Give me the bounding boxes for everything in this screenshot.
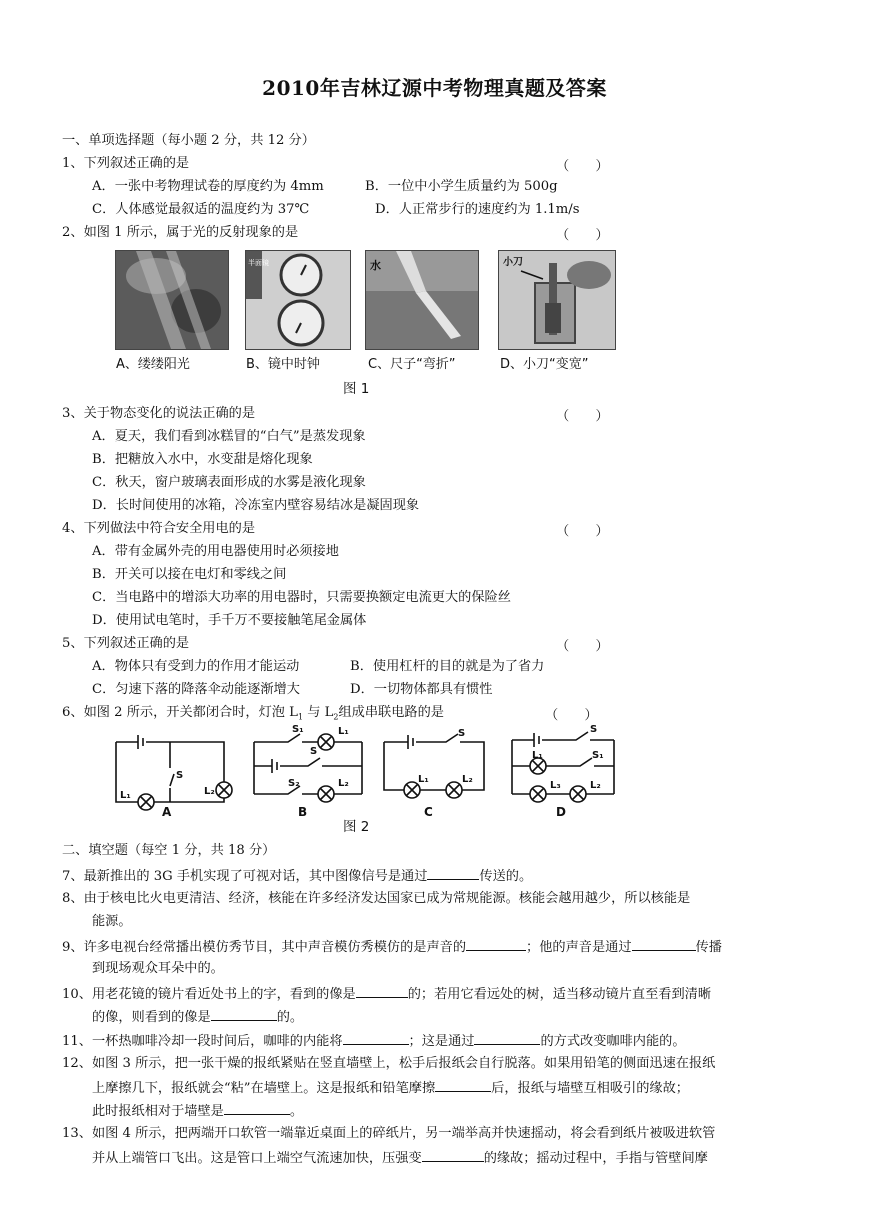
q3-stem: 3、关于物态变化的说法正确的是 bbox=[62, 406, 256, 421]
q8-line1: 8、由于核电比火电更清洁、经济，核能在许多经济发达国家已成为常规能源。核能会越用越少，所以核能是 bbox=[62, 891, 691, 906]
q3-option-c: C．秋天，窗户玻璃表面形成的水雾是液化现象 bbox=[92, 475, 366, 490]
q9-blank-1 bbox=[466, 937, 526, 951]
svg-text:S₁: S₁ bbox=[292, 724, 304, 735]
q4-answer-parens: （ ） bbox=[556, 524, 609, 539]
q13-line1: 13、如图 4 所示，把两端开口软管一端靠近桌面上的碎纸片，另一端举高并快速摇动，将会看到纸片被吸进软管 bbox=[62, 1126, 716, 1141]
knife-glass-drawing bbox=[499, 251, 615, 349]
fig1-caption-d: D、小刀“变宽” bbox=[500, 357, 589, 372]
circuit-b bbox=[248, 722, 368, 818]
q12-line2: 上摩擦几下，报纸就会“粘”在墙壁上。这是报纸和铅笔摩擦 后，报纸与墙壁互相吸引的缘故； bbox=[92, 1078, 689, 1098]
q2-answer-parens: （ ） bbox=[556, 228, 609, 243]
svg-text:S₂: S₂ bbox=[288, 778, 300, 789]
q12-line1: 12、如图 3 所示，把一张干燥的报纸紧贴在竖直墙壁上，松手后报纸会自行脱落。如果用铅笔的侧面迅速在报纸 bbox=[62, 1056, 716, 1071]
circuit-d bbox=[506, 722, 620, 818]
q9-line2: 到现场观众耳朵中的。 bbox=[92, 961, 224, 976]
q5-option-c: C．匀速下落的降落伞动能逐渐增大 bbox=[92, 682, 300, 697]
sunlight-photo-drawing bbox=[116, 251, 228, 349]
q10-blank-1 bbox=[356, 984, 408, 998]
svg-text:L₁: L₁ bbox=[532, 750, 543, 761]
q5-option-d: D．一切物体都具有惯性 bbox=[350, 682, 493, 697]
fig1-caption-c: C、尺子“弯折” bbox=[368, 357, 456, 372]
q5-option-a: A．物体只有受到力的作用才能运动 bbox=[92, 659, 300, 674]
q10-line1: 10、用老花镜的镜片看近处书上的字，看到的像是 的；若用它看远处的树，适当移动镜片直至看到清晰 bbox=[62, 984, 711, 1004]
q1-stem: 1、下列叙述正确的是 bbox=[62, 156, 190, 171]
q4-stem: 4、下列做法中符合安全用电的是 bbox=[62, 521, 256, 536]
q11-text: 11、一杯热咖啡冷却一段时间后，咖啡的内能将 ；这是通过 的方式改变咖啡内能的。 bbox=[62, 1031, 686, 1051]
q12-blank-2 bbox=[224, 1101, 290, 1115]
bent-ruler-drawing bbox=[366, 251, 478, 349]
circuit-b-label: B bbox=[298, 805, 308, 818]
q4-option-d: D．使用试电笔时，手千万不要接触笔尾金属体 bbox=[92, 613, 367, 628]
svg-text:L₂: L₂ bbox=[204, 786, 215, 797]
svg-text:L₂: L₂ bbox=[338, 778, 349, 789]
svg-text:L₁: L₁ bbox=[418, 774, 429, 785]
q9-line1: 9、许多电视台经常播出模仿秀节目，其中声音模仿秀模仿的是声音的 ；他的声音是通过 传播 bbox=[62, 937, 722, 957]
svg-text:S: S bbox=[310, 746, 318, 757]
svg-text:L₁: L₁ bbox=[338, 726, 349, 737]
q4-option-a: A．带有金属外壳的用电器使用时必须接地 bbox=[92, 544, 339, 559]
section-heading-fill: 二、填空题（每空 1 分，共 18 分） bbox=[62, 843, 276, 858]
page-title: 2010年吉林辽源中考物理真题及答案 bbox=[262, 76, 607, 100]
circuit-c-label: C bbox=[424, 805, 433, 818]
q12-blank-1 bbox=[435, 1078, 491, 1092]
q3-option-b: B．把糖放入水中，水变甜是熔化现象 bbox=[92, 452, 313, 467]
q5-stem: 5、下列叙述正确的是 bbox=[62, 636, 190, 651]
q7-text: 7、最新推出的 3G 手机实现了可视对话，其中图像信号是通过 传送的。 bbox=[62, 866, 532, 886]
circuit-a bbox=[110, 728, 234, 818]
circuit-a-label: A bbox=[162, 805, 172, 818]
circuit-c bbox=[378, 728, 490, 818]
mirror-clock-drawing bbox=[246, 251, 350, 349]
q1-option-d: D．人正常步行的速度约为 1.1m/s bbox=[375, 202, 580, 217]
mirror-label: 半面镜 bbox=[248, 259, 269, 267]
q1-option-b: B．一位中小学生质量约为 500g bbox=[365, 179, 558, 194]
q8-line2: 能源。 bbox=[92, 914, 132, 929]
fig1-caption-a: A、缕缕阳光 bbox=[116, 357, 190, 372]
q2-stem: 2、如图 1 所示，属于光的反射现象的是 bbox=[62, 225, 299, 240]
q6-answer-parens: （ ） bbox=[545, 708, 598, 723]
q3-option-d: D．长时间使用的冰箱，冷冻室内壁容易结冰是凝固现象 bbox=[92, 498, 420, 513]
q7-blank bbox=[427, 866, 479, 880]
svg-text:S: S bbox=[176, 770, 184, 781]
q1-option-c: C．人体感觉最叙适的温度约为 37℃ bbox=[92, 202, 310, 217]
q11-blank-2 bbox=[474, 1031, 540, 1045]
q10-line2: 的像，则看到的像是 的。 bbox=[92, 1007, 303, 1027]
q1-option-a: A．一张中考物理试卷的厚度约为 4mm bbox=[92, 179, 324, 194]
water-label: 水 bbox=[370, 259, 381, 272]
svg-text:S: S bbox=[458, 728, 466, 739]
figure-1-label: 图 1 bbox=[343, 381, 370, 397]
mirror-clock-photo bbox=[245, 250, 351, 350]
figure-2-label: 图 2 bbox=[343, 819, 370, 835]
svg-text:L₃: L₃ bbox=[550, 780, 561, 791]
q11-blank-1 bbox=[343, 1031, 409, 1045]
svg-text:S: S bbox=[590, 724, 598, 735]
svg-text:L₁: L₁ bbox=[120, 790, 131, 801]
svg-text:L₂: L₂ bbox=[462, 774, 473, 785]
svg-text:S₁: S₁ bbox=[592, 750, 604, 761]
fig1-caption-b: B、镜中时钟 bbox=[246, 357, 320, 372]
q3-answer-parens: （ ） bbox=[556, 409, 609, 424]
sunlight-photo bbox=[115, 250, 229, 350]
q3-option-a: A．夏天，我们看到冰糕冒的“白气”是蒸发现象 bbox=[92, 429, 366, 444]
q1-answer-parens: （ ） bbox=[556, 159, 609, 174]
bent-ruler-photo bbox=[365, 250, 479, 350]
q13-line2: 并从上端管口飞出。这是管口上端空气流速加快，压强变 的缘故；摇动过程中，手指与管壁间摩 bbox=[92, 1148, 708, 1168]
knife-glass-photo bbox=[498, 250, 616, 350]
q4-option-c: C．当电路中的增添大功率的用电器时，只需要换额定电流更大的保险丝 bbox=[92, 590, 511, 605]
section-heading-choice: 一、单项选择题（每小题 2 分，共 12 分） bbox=[62, 133, 315, 148]
q5-option-b: B．使用杠杆的目的就是为了省力 bbox=[350, 659, 545, 674]
q5-answer-parens: （ ） bbox=[556, 639, 609, 654]
q6-stem: 6、如图 2 所示，开关都闭合时，灯泡 $L_1$ 与 $L_2$组成串联电路的是 bbox=[62, 705, 444, 722]
svg-text:L₂: L₂ bbox=[590, 780, 601, 791]
q12-line3: 此时报纸相对于墙壁是 。 bbox=[92, 1101, 303, 1121]
q13-blank-1 bbox=[422, 1148, 484, 1162]
knife-label: 小刀 bbox=[503, 257, 523, 268]
q9-blank-2 bbox=[632, 937, 696, 951]
circuit-d-label: D bbox=[556, 805, 566, 818]
q4-option-b: B．开关可以接在电灯和零线之间 bbox=[92, 567, 287, 582]
q10-blank-2 bbox=[211, 1007, 277, 1021]
